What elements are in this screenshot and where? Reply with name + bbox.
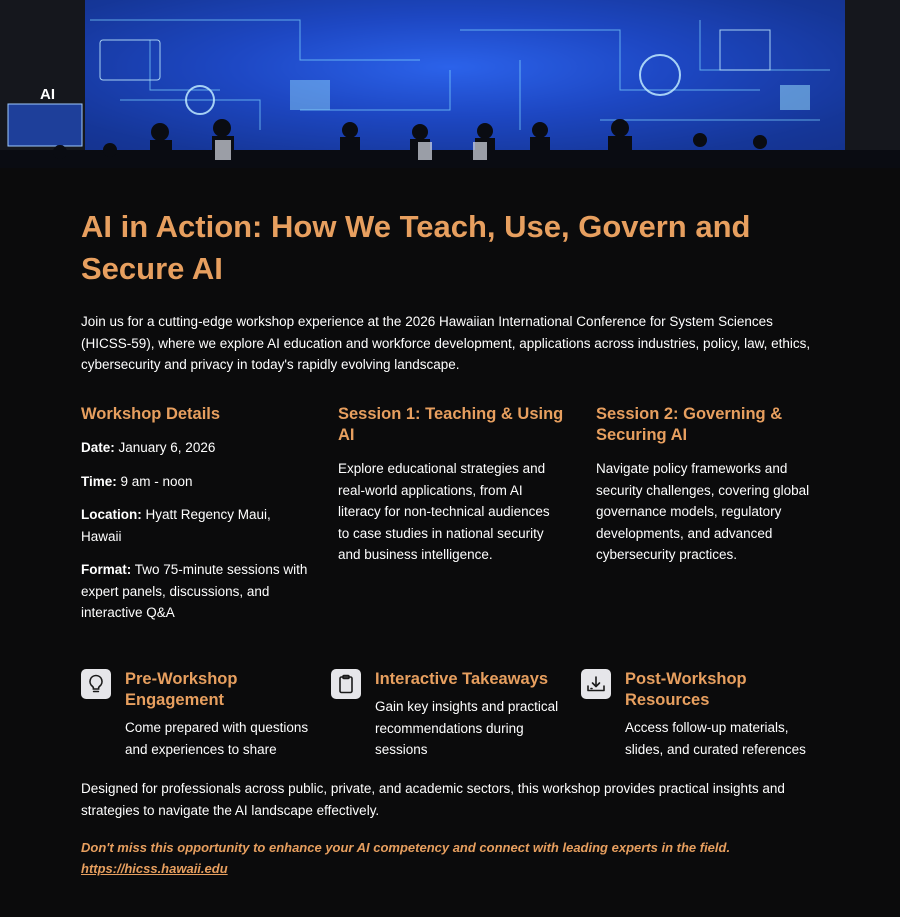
time-label: Time: [81, 473, 117, 489]
workshop-details-heading: Workshop Details [81, 405, 221, 423]
time-value: 9 am - noon [116, 473, 193, 489]
feature-body: Gain key insights and practical recommendations during sessions [375, 699, 559, 757]
session-2-body: Navigate policy frameworks and security challenges, covering global governance models, regulatory developments, and advanced cybersecurity practices. [596, 461, 810, 562]
feature-body: Come prepared with questions and experiences to share [125, 720, 309, 757]
lightbulb-icon [81, 669, 111, 699]
hicss-link[interactable]: https://hicss.hawaii.edu [81, 861, 228, 876]
session-1-body: Explore educational strategies and real-world applications, from AI literacy for non-technical audiences to case studies in national security and business intelligence. [338, 461, 550, 562]
cta-text: Don't miss this opportunity to enhance your AI competency and connect with leading experts in the field. [81, 840, 731, 855]
closing-paragraph: Designed for professionals across public, private, and academic sectors, this workshop provides practical insights and strategies to navigate the AI landscape effectively. [81, 781, 785, 818]
time-line [81, 471, 313, 493]
feature-body: Access follow-up materials, slides, and curated references [625, 720, 806, 757]
date-value: January 6, 2026 [114, 440, 216, 455]
download-icon [581, 669, 611, 699]
session-2-column [596, 404, 818, 578]
format-label: Format: [81, 562, 132, 577]
conference-hall-image [0, 0, 900, 168]
hero-banner [0, 0, 900, 168]
format-value: Two 75-minute sessions with expert panels, discussions, and interactive Q&A [81, 562, 308, 620]
hero-ai-label: AI [40, 86, 55, 103]
date-line [81, 437, 313, 459]
location-line [81, 504, 313, 547]
feature-title: Post-Workshop Resources [625, 670, 747, 709]
intro-paragraph: Join us for a cutting-edge workshop experience at the 2026 Hawaiian International Conference for System Sciences (HICSS-59), where we explore AI education and workforce development, applications across industries, policy, law, ethics, cybersecurity and privacy in today's rapidly evolving landscape. [81, 314, 811, 372]
location-label: Location: [81, 507, 142, 522]
call-to-action [81, 837, 821, 879]
date-label: Date: [81, 440, 115, 455]
feature-title: Pre-Workshop Engagement [125, 670, 238, 709]
location-value: Hyatt Regency Maui, Hawaii [81, 507, 271, 544]
feature-title: Interactive Takeaways [375, 670, 549, 688]
workshop-details-column [81, 404, 313, 636]
session-1-column [338, 404, 564, 578]
format-line [81, 559, 313, 624]
session-1-heading: Session 1: Teaching & Using AI [338, 405, 564, 444]
clipboard-icon [331, 669, 361, 699]
page-title: AI in Action: How We Teach, Use, Govern and Secure AI [81, 209, 751, 286]
session-2-heading: Session 2: Governing & Securing AI [596, 405, 783, 444]
